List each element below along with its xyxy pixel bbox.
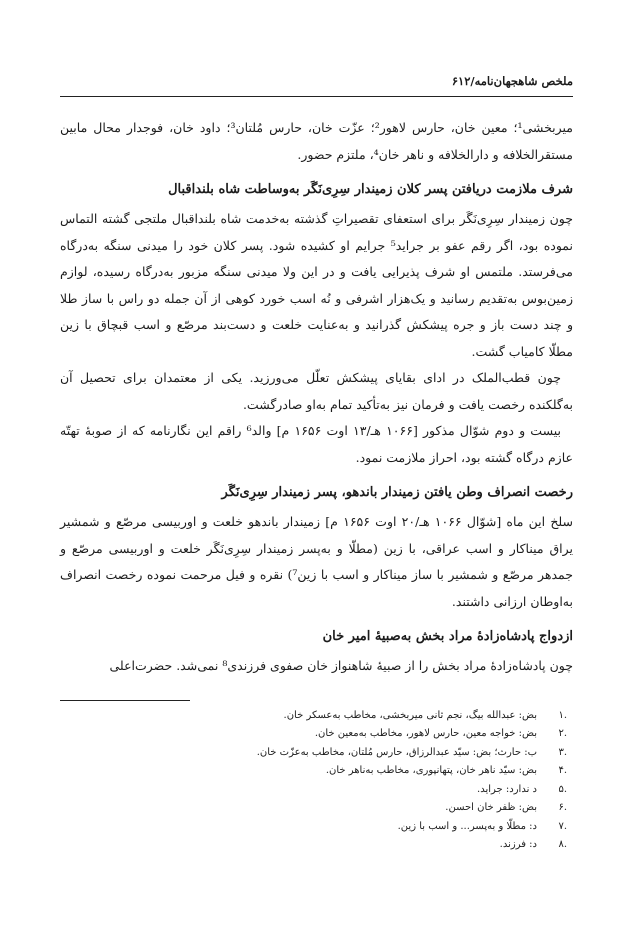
section-2-paragraph-1: سلخ این ماه [شوّال ۱۰۶۶ هـ/۲۰ اوت ۱۶۵۶ م] زمیندار باندهو خلعت و اوربیسی مرصّع و شمشیر یراق میناکار و اسب عراقی، با زین (مطلّا و به‌پسر زمیندار سِرِی‌نَگَر خلعت و اوربیسی مرصّع و جمدهر مرصّع و شمشیر با ساز میناکار و اسب با زین⁷) نقره و فیل مرحمت نموده رخصت انصراف به‌اوطان ارزانی داشتند. — [60, 514, 573, 609]
footnote-number: .۴ — [558, 765, 567, 776]
footnote-number: .۱ — [558, 709, 567, 721]
footnote-item — [60, 781, 567, 800]
footnote-number: .۶ — [558, 802, 567, 813]
footnote-item — [60, 707, 567, 726]
footnote-text: بض: عبدالله بیگ، نجم ثانی میربخشی، مخاطب به‌عسکر خان. — [283, 709, 537, 721]
footnote-number: .۸ — [558, 839, 567, 850]
footnote-item — [60, 744, 567, 763]
footnote-number: .۷ — [558, 820, 567, 832]
footnote-text: د: فرزند. — [499, 839, 537, 850]
footnote-text: بض: خواجه معین، حارس لاهور، مخاطب به‌معین خان. — [314, 728, 537, 739]
section-1-paragraph-2: چون قطب‌الملک در ادای بقایای پیشکش تعلّل می‌ورزید. یکی از معتمدان برای تحصیل آن به‌گلکنده رخصت یافت و فرمان نیز به‌تأکید تمام به‌او صادرگشت. — [60, 370, 573, 412]
section-heading-1: شرف ملازمت دریافتن پسر کلان زمیندار سِرِی‌نَگَر به‌وساطت شاه بلنداقبال — [168, 182, 573, 197]
book-page — [60, 72, 573, 855]
footnote-text: د ندارد: جراید. — [477, 783, 537, 795]
footnote-item — [60, 836, 567, 855]
running-header — [60, 72, 573, 97]
footnote-item — [60, 762, 567, 781]
section-1-paragraph-1: چون زمیندار سِرِی‌نَگَر برای استعفای تقصیراتِ گذشته به‌خدمت شاه بلنداقبال ملتجی گشته التماس نموده بود، اگر رقم عفو بر جراید⁵ جرایم او کشیده شود. پسر کلان خود را میدنی سنگه به‌درگاه می‌فرستد. ملتمس او شرف پذیرایی یافت و در این ولا میدنی سنگه مزبور به‌درگاه رسیده، لوازم زمین‌بوس به‌تقدیم رسانید و یک‌هزار اشرفی و نُه اسب خورد کوهی از آن جمله دو راس با ساز طلا و چند دست باز و جره پیشکش گذرانید و به‌عنایت خلعت و دست‌بند مرصّع و اسب قبچاق با زین مطلّا کامیاب گشت. — [60, 211, 574, 359]
footnotes-list — [60, 707, 573, 855]
footnote-number: .۲ — [558, 728, 567, 739]
footnote-item — [60, 818, 567, 837]
footnote-text: بض: سیّد ناهر خان، پتهانپوری، مخاطب به‌ناهر خان. — [325, 765, 537, 776]
section-heading-3: ازدواج پادشاه‌زادۀ مراد بخش به‌صبیۀ امیر خان — [322, 629, 573, 644]
section-1-paragraph-3: بیست و دوم شوّال مذکور [۱۰۶۶ هـ/۱۳ اوت ۱۶۵۶ م] والد⁶ راقم این نگارنامه که از صوبۀ تهتّه عازم درگاه گشته بود، احراز ملازمت نمود. — [60, 423, 573, 465]
footnote-item — [60, 799, 567, 818]
footnote-text: د: مطلّا و به‌پسر... و اسب با زین. — [397, 820, 537, 832]
footnote-text: بض: ظفر خان احسن. — [445, 802, 537, 813]
footnote-text: ب: حارث؛ بض: سیّد عبدالرزاق، حارس مُلتان، مخاطب به‌عزّت خان. — [256, 746, 537, 758]
opening-paragraph: میربخشی¹؛ معین خان، حارس لاهور²؛ عزّت خان، حارس مُلتان³؛ داود خان، فوجدار محال مابین مستقرالخلافه و دارالخلافه و ناهر خان⁴، ملتزم حضور. — [60, 120, 573, 162]
footnote-number: .۳ — [558, 746, 567, 758]
footnote-separator — [60, 700, 190, 701]
section-heading-2: رخصت انصراف وطن یافتن زمیندار باندهو، پسر زمیندار سِرِی‌نَگَر — [221, 485, 573, 500]
section-3-paragraph-1: چون پادشاه‌زادۀ مراد بخش را از صبیۀ شاهنواز خان صفوی فرزندی⁸ نمی‌شد. حضرت‌اعلی — [109, 658, 573, 673]
running-title: ملخص شاهجهان‌نامه/۶۱۲ — [451, 74, 573, 88]
footnote-item — [60, 725, 567, 744]
footnote-number: .۵ — [558, 783, 567, 795]
